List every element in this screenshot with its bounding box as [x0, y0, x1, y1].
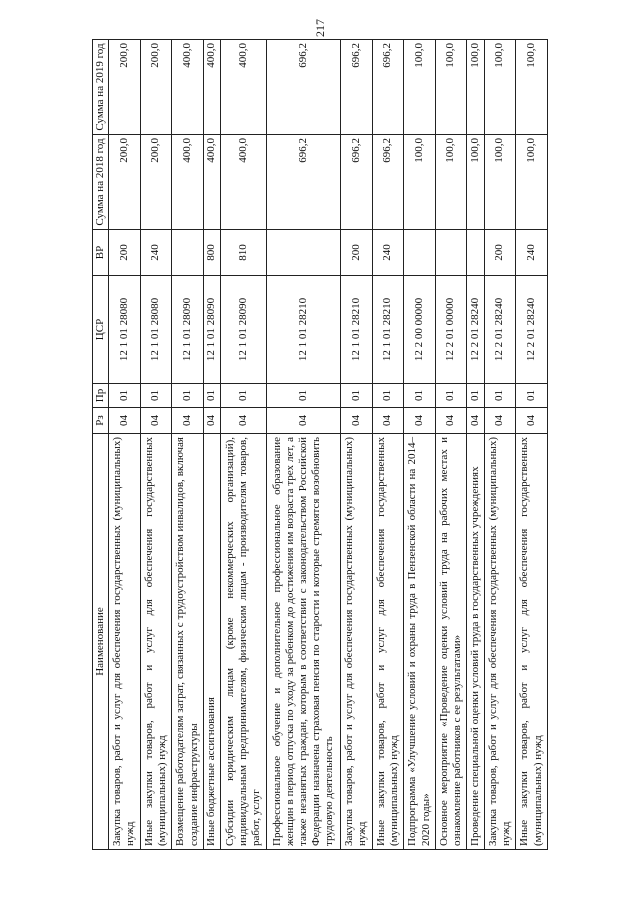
- row-rz-cell: 04: [109, 408, 141, 434]
- table-row: [467, 40, 484, 850]
- row-sum-2018-cell: 100,0: [484, 135, 516, 230]
- row-vr-cell: [172, 230, 204, 276]
- row-csr-cell: 12 1 01 28090: [203, 276, 220, 384]
- row-rz-cell: 04: [341, 408, 373, 434]
- row-csr-cell: 12 1 01 28210: [267, 276, 341, 384]
- row-sum-2018-cell: 400,0: [172, 135, 204, 230]
- row-pr-cell: 01: [172, 384, 204, 408]
- row-name-cell: Проведение специальной оценки условий труда в государственных учреждениях: [467, 434, 484, 850]
- row-name-cell: Иные закупки товаров, работ и услуг для обеспечения государственных (муниципальных) нужд: [372, 434, 404, 850]
- row-name-cell: Закупка товаров, работ и услуг для обеспечения государственных (муниципальных) нужд: [109, 434, 141, 850]
- row-vr-cell: 200: [109, 230, 141, 276]
- row-rz-cell: 04: [172, 408, 204, 434]
- row-csr-cell: 12 2 00 00000: [404, 276, 436, 384]
- row-name-cell: Основное мероприятие «Проведение оценки условий труда на рабочих местах и ознакомление работников с ее результатами»: [435, 434, 467, 850]
- table-row: [372, 40, 404, 850]
- row-pr-cell: 01: [372, 384, 404, 408]
- row-pr-cell: 01: [435, 384, 467, 408]
- row-vr-cell: 800: [203, 230, 220, 276]
- row-pr-cell: 01: [267, 384, 341, 408]
- row-vr-cell: [467, 230, 484, 276]
- row-vr-cell: 240: [516, 230, 548, 276]
- row-vr-cell: 240: [372, 230, 404, 276]
- row-sum-2019-cell: 400,0: [203, 40, 220, 135]
- table-body: [109, 40, 548, 850]
- row-name-cell: Иные бюджетные ассигнования: [203, 434, 220, 850]
- table-row: [140, 40, 172, 850]
- row-sum-2019-cell: 696,2: [341, 40, 373, 135]
- row-sum-2019-cell: 400,0: [172, 40, 204, 135]
- row-name-cell: Закупка товаров, работ и услуг для обеспечения государственных (муниципальных) нужд: [484, 434, 516, 850]
- table-row: [516, 40, 548, 850]
- row-rz-cell: 04: [467, 408, 484, 434]
- header-vr: ВР: [93, 230, 109, 276]
- row-sum-2018-cell: 200,0: [140, 135, 172, 230]
- row-pr-cell: 01: [484, 384, 516, 408]
- row-rz-cell: 04: [372, 408, 404, 434]
- row-sum-2018-cell: 100,0: [467, 135, 484, 230]
- header-csr: ЦСР: [93, 276, 109, 384]
- row-sum-2019-cell: 200,0: [140, 40, 172, 135]
- row-sum-2019-cell: 100,0: [516, 40, 548, 135]
- row-csr-cell: 12 1 01 28080: [109, 276, 141, 384]
- table-header-row: [93, 40, 109, 850]
- row-rz-cell: 04: [484, 408, 516, 434]
- row-csr-cell: 12 2 01 28240: [467, 276, 484, 384]
- rotated-table-container: [92, 40, 548, 850]
- row-sum-2019-cell: 400,0: [221, 40, 267, 135]
- row-sum-2018-cell: 100,0: [435, 135, 467, 230]
- row-pr-cell: 01: [140, 384, 172, 408]
- row-sum-2019-cell: 696,2: [372, 40, 404, 135]
- row-sum-2018-cell: 100,0: [516, 135, 548, 230]
- row-rz-cell: 04: [516, 408, 548, 434]
- row-vr-cell: 810: [221, 230, 267, 276]
- row-pr-cell: 01: [203, 384, 220, 408]
- row-sum-2019-cell: 100,0: [435, 40, 467, 135]
- row-name-cell: Закупка товаров, работ и услуг для обеспечения государственных (муниципальных) нужд: [341, 434, 373, 850]
- row-vr-cell: [404, 230, 436, 276]
- row-pr-cell: 01: [516, 384, 548, 408]
- row-sum-2018-cell: 400,0: [221, 135, 267, 230]
- row-pr-cell: 01: [221, 384, 267, 408]
- row-name-cell: Профессиональное обучение и дополнительное профессиональное образование женщин в период отпуска по уходу за ребенком до достижения им возраста трех лет, а также незанятых граждан, которым в соответствии с законодательством Российской Федерации назначена страховая пенсия по старости и которые стремятся возобновить трудовую деятельность: [267, 434, 341, 850]
- header-sum-2018: Сумма на 2018 год: [93, 135, 109, 230]
- row-rz-cell: 04: [203, 408, 220, 434]
- header-name: Наименование: [93, 434, 109, 850]
- row-sum-2018-cell: 200,0: [109, 135, 141, 230]
- header-pr: Пр: [93, 384, 109, 408]
- row-rz-cell: 04: [404, 408, 436, 434]
- row-sum-2018-cell: 696,2: [341, 135, 373, 230]
- row-vr-cell: 200: [341, 230, 373, 276]
- row-sum-2018-cell: 696,2: [267, 135, 341, 230]
- row-csr-cell: 12 1 01 28090: [172, 276, 204, 384]
- row-sum-2019-cell: 100,0: [467, 40, 484, 135]
- row-name-cell: Подпрограмма «Улучшение условий и охраны труда в Пензенской области на 2014–2020 годы»: [404, 434, 436, 850]
- row-pr-cell: 01: [404, 384, 436, 408]
- row-rz-cell: 04: [435, 408, 467, 434]
- page-number: 217: [313, 19, 327, 37]
- row-rz-cell: 04: [267, 408, 341, 434]
- row-sum-2018-cell: 400,0: [203, 135, 220, 230]
- row-csr-cell: 12 2 01 28240: [516, 276, 548, 384]
- row-csr-cell: 12 1 01 28210: [341, 276, 373, 384]
- row-sum-2019-cell: 100,0: [404, 40, 436, 135]
- row-pr-cell: 01: [467, 384, 484, 408]
- row-csr-cell: 12 1 01 28080: [140, 276, 172, 384]
- table-row: [203, 40, 220, 850]
- row-rz-cell: 04: [140, 408, 172, 434]
- budget-table: [92, 39, 548, 850]
- table-row: [221, 40, 267, 850]
- row-sum-2019-cell: 200,0: [109, 40, 141, 135]
- row-sum-2018-cell: 100,0: [404, 135, 436, 230]
- header-rz: Рз: [93, 408, 109, 434]
- table-row: [172, 40, 204, 850]
- row-pr-cell: 01: [341, 384, 373, 408]
- row-pr-cell: 01: [109, 384, 141, 408]
- row-vr-cell: 200: [484, 230, 516, 276]
- row-vr-cell: [267, 230, 341, 276]
- table-row: [109, 40, 141, 850]
- row-csr-cell: 12 2 01 28240: [484, 276, 516, 384]
- row-vr-cell: 240: [140, 230, 172, 276]
- row-name-cell: Иные закупки товаров, работ и услуг для обеспечения государственных (муниципальных) нужд: [140, 434, 172, 850]
- row-sum-2018-cell: 696,2: [372, 135, 404, 230]
- row-name-cell: Иные закупки товаров, работ и услуг для обеспечения государственных (муниципальных) нужд: [516, 434, 548, 850]
- table-row: [404, 40, 436, 850]
- table-row: [341, 40, 373, 850]
- row-vr-cell: [435, 230, 467, 276]
- row-sum-2019-cell: 100,0: [484, 40, 516, 135]
- row-name-cell: Субсидии юридическим лицам (кроме некоммерческих организаций), индивидуальным предпринимателям, физическим лицам - производителям товаров, работ, услуг: [221, 434, 267, 850]
- row-csr-cell: 12 1 01 28090: [221, 276, 267, 384]
- header-sum-2019: Сумма на 2019 год: [93, 40, 109, 135]
- row-sum-2019-cell: 696,2: [267, 40, 341, 135]
- row-name-cell: Возмещение работодателям затрат, связанных с трудоустройством инвалидов, включая создание инфраструктуры: [172, 434, 204, 850]
- row-csr-cell: 12 2 01 00000: [435, 276, 467, 384]
- row-rz-cell: 04: [221, 408, 267, 434]
- table-row: [435, 40, 467, 850]
- table-row: [267, 40, 341, 850]
- row-csr-cell: 12 1 01 28210: [372, 276, 404, 384]
- table-row: [484, 40, 516, 850]
